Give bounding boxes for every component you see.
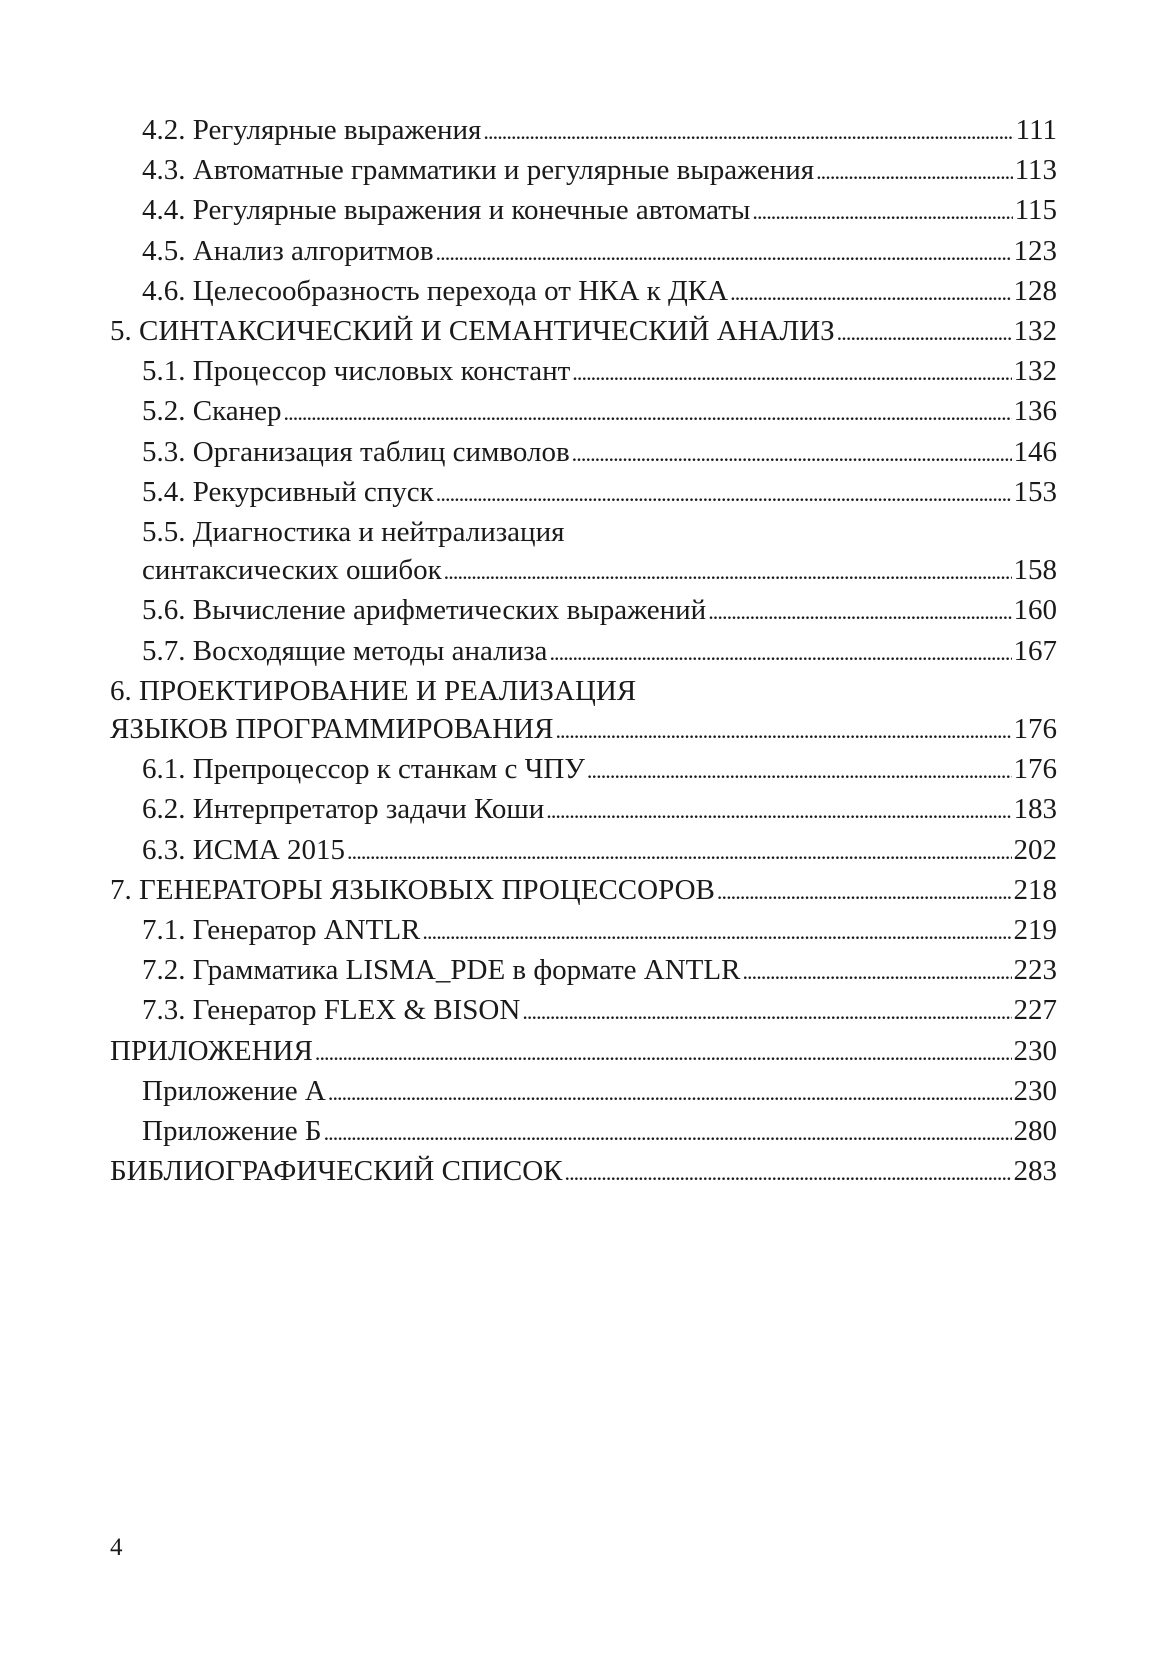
toc-entry-page-number: 136: [1013, 395, 1057, 428]
toc-entry-title: 4.3. Автоматные грамматики и регулярные выражения: [142, 154, 815, 187]
toc-entry-line: [142, 632, 1057, 672]
toc-section-entry: [110, 1112, 1057, 1152]
toc-section-entry: [110, 632, 1057, 672]
toc-entry-line: [142, 111, 1057, 151]
toc-entry-page-number: 227: [1013, 994, 1057, 1027]
toc-entry-title: 5.7. Восходящие методы анализа: [142, 634, 548, 667]
toc-section-entry: [110, 991, 1057, 1031]
toc-entry-line: [110, 1152, 1057, 1192]
toc-entry-line: [142, 551, 1057, 591]
toc-entry-title: 5.2. Сканер: [142, 395, 282, 428]
toc-chapter-entry: [110, 1032, 1057, 1072]
toc-section-entry: [110, 1072, 1057, 1112]
toc-entry-page-number: 111: [1015, 114, 1057, 146]
toc-entry-page-number: 115: [1014, 194, 1057, 227]
toc-entry-page-number: 167: [1013, 634, 1057, 667]
toc-entry-page-number: 223: [1013, 954, 1057, 987]
toc-entry-page-number: 132: [1013, 315, 1057, 348]
table-of-contents: [110, 111, 1057, 1192]
toc-entry-title: 4.2. Регулярные выражения: [142, 114, 482, 146]
toc-entry-line: [142, 392, 1057, 432]
toc-entry-page-number: 153: [1013, 475, 1057, 508]
toc-entry-page-number: 283: [1013, 1155, 1057, 1188]
toc-entry-page-number: 202: [1013, 833, 1057, 866]
toc-entry-title-first-line: 5.5. Диагностика и нейтрализация: [142, 516, 565, 549]
toc-entry-line: [142, 591, 1057, 631]
toc-entry-title: 5.1. Процессор числовых констант: [142, 355, 571, 388]
dot-leader: [564, 1152, 1011, 1192]
dot-leader: [572, 352, 1011, 392]
toc-section-entry: [110, 352, 1057, 392]
toc-entry-line: [142, 991, 1057, 1031]
dot-leader: [522, 991, 1011, 1031]
toc-section-entry: [110, 272, 1057, 312]
toc-section-entry: [110, 951, 1057, 991]
dot-leader: [347, 831, 1011, 871]
toc-entry-line: [142, 232, 1057, 272]
toc-entry-title: 5.3. Организация таблиц символов: [142, 435, 570, 468]
toc-entry-line: [110, 871, 1057, 911]
dot-leader: [572, 433, 1012, 473]
toc-section-entry: [110, 911, 1057, 951]
toc-chapter-entry: [110, 1152, 1057, 1192]
toc-section-entry: [110, 191, 1057, 231]
toc-entry-title: Приложение Б: [142, 1115, 322, 1148]
toc-section-entry: [110, 513, 1057, 591]
toc-entry-line: [142, 352, 1057, 392]
toc-entry-page-number: 183: [1013, 793, 1057, 826]
toc-entry-line: [142, 831, 1057, 871]
toc-entry-page-number: 123: [1013, 234, 1057, 267]
toc-entry-line: [142, 790, 1057, 830]
toc-section-entry: [110, 790, 1057, 830]
dot-leader: [315, 1032, 1012, 1072]
toc-entry-page-number: 230: [1013, 1034, 1057, 1067]
dot-leader: [587, 750, 1012, 790]
toc-entry-title: 7.3. Генератор FLEX & BISON: [142, 994, 521, 1027]
toc-entry-line: [142, 951, 1057, 991]
dot-leader: [730, 272, 1011, 312]
toc-entry-line: [142, 433, 1057, 473]
toc-entry-line: [110, 710, 1057, 750]
toc-entry-title: 4.6. Целесообразность перехода от НКА к ДКА: [142, 274, 729, 307]
dot-leader: [708, 591, 1011, 631]
page-number: 4: [110, 1534, 123, 1561]
toc-section-entry: [110, 392, 1057, 432]
toc-entry-page-number: 132: [1013, 355, 1057, 388]
toc-chapter-entry: [110, 672, 1057, 750]
dot-leader: [717, 871, 1012, 911]
toc-section-entry: [110, 750, 1057, 790]
toc-entry-title: 7.2. Грамматика LISMA_PDE в формате ANTLR: [142, 954, 741, 987]
dot-leader: [837, 312, 1012, 352]
toc-chapter-entry: [110, 312, 1057, 352]
toc-entry-page-number: 158: [1013, 554, 1057, 587]
toc-entry-title: ПРИЛОЖЕНИЯ: [110, 1034, 313, 1067]
toc-entry-page-number: 176: [1013, 753, 1057, 786]
toc-entry-line: [142, 151, 1057, 191]
toc-entry-title: ЯЗЫКОВ ПРОГРАММИРОВАНИЯ: [110, 713, 554, 746]
toc-entry-title: 4.5. Анализ алгоритмов: [142, 234, 434, 267]
dot-leader: [284, 392, 1012, 432]
toc-entry-title: Приложение А: [142, 1074, 326, 1107]
toc-entry-page-number: 113: [1014, 154, 1057, 187]
toc-entry-title: синтаксических ошибок: [142, 554, 442, 587]
toc-entry-page-number: 219: [1013, 914, 1057, 947]
toc-entry-title: 6.2. Интерпретатор задачи Коши: [142, 793, 545, 826]
toc-entry-title-first-line: 6. ПРОЕКТИРОВАНИЕ И РЕАЛИЗАЦИЯ: [110, 674, 637, 707]
toc-entry-line: [142, 191, 1057, 231]
toc-section-entry: [110, 473, 1057, 513]
toc-entry-page-number: 160: [1013, 594, 1057, 627]
toc-section-entry: [110, 831, 1057, 871]
toc-entry-page-number: 230: [1013, 1074, 1057, 1107]
toc-entry-page-number: 146: [1013, 435, 1057, 468]
toc-entry-line: [142, 1112, 1057, 1152]
toc-entry-title: 5. СИНТАКСИЧЕСКИЙ И СЕМАНТИЧЕСКИЙ АНАЛИЗ: [110, 315, 835, 348]
dot-leader: [752, 191, 1012, 231]
dot-leader: [422, 911, 1011, 951]
toc-entry-title: 5.4. Рекурсивный спуск: [142, 475, 434, 508]
toc-section-entry: [110, 591, 1057, 631]
toc-entry-line: [142, 750, 1057, 790]
toc-entry-title: 7.1. Генератор ANTLR: [142, 914, 421, 947]
toc-entry-title: 4.4. Регулярные выражения и конечные автоматы: [142, 194, 751, 227]
toc-entry-page-number: 128: [1013, 274, 1057, 307]
dot-leader: [483, 111, 1013, 151]
toc-section-entry: [110, 433, 1057, 473]
toc-entry-line: [142, 1072, 1057, 1112]
toc-section-entry: [110, 151, 1057, 191]
toc-entry-title: 7. ГЕНЕРАТОРЫ ЯЗЫКОВЫХ ПРОЦЕССОРОВ: [110, 873, 715, 906]
dot-leader: [436, 232, 1012, 272]
toc-section-entry: [110, 232, 1057, 272]
toc-entry-line: [142, 473, 1057, 513]
dot-leader: [328, 1072, 1012, 1112]
toc-chapter-entry: [110, 871, 1057, 911]
toc-entry-page-number: 280: [1013, 1115, 1057, 1148]
dot-leader: [546, 790, 1011, 830]
toc-entry-title: БИБЛИОГРАФИЧЕСКИЙ СПИСОК: [110, 1155, 563, 1188]
toc-entry-title: 5.6. Вычисление арифметических выражений: [142, 594, 707, 627]
toc-entry-page-number: 176: [1013, 713, 1057, 746]
dot-leader: [742, 951, 1011, 991]
dot-leader: [436, 473, 1012, 513]
toc-entry-line: [142, 911, 1057, 951]
dot-leader: [549, 632, 1011, 672]
toc-entry-page-number: 218: [1013, 873, 1057, 906]
dot-leader: [555, 710, 1011, 750]
toc-section-entry: [110, 111, 1057, 151]
toc-entry-line: [110, 312, 1057, 352]
dot-leader: [816, 151, 1012, 191]
toc-entry-title: 6.3. ИСМА 2015: [142, 833, 346, 866]
dot-leader: [444, 551, 1012, 591]
dot-leader: [324, 1112, 1012, 1152]
toc-entry-line: [110, 1032, 1057, 1072]
toc-entry-title: 6.1. Препроцессор к станкам с ЧПУ: [142, 753, 585, 786]
toc-entry-line: [142, 272, 1057, 312]
